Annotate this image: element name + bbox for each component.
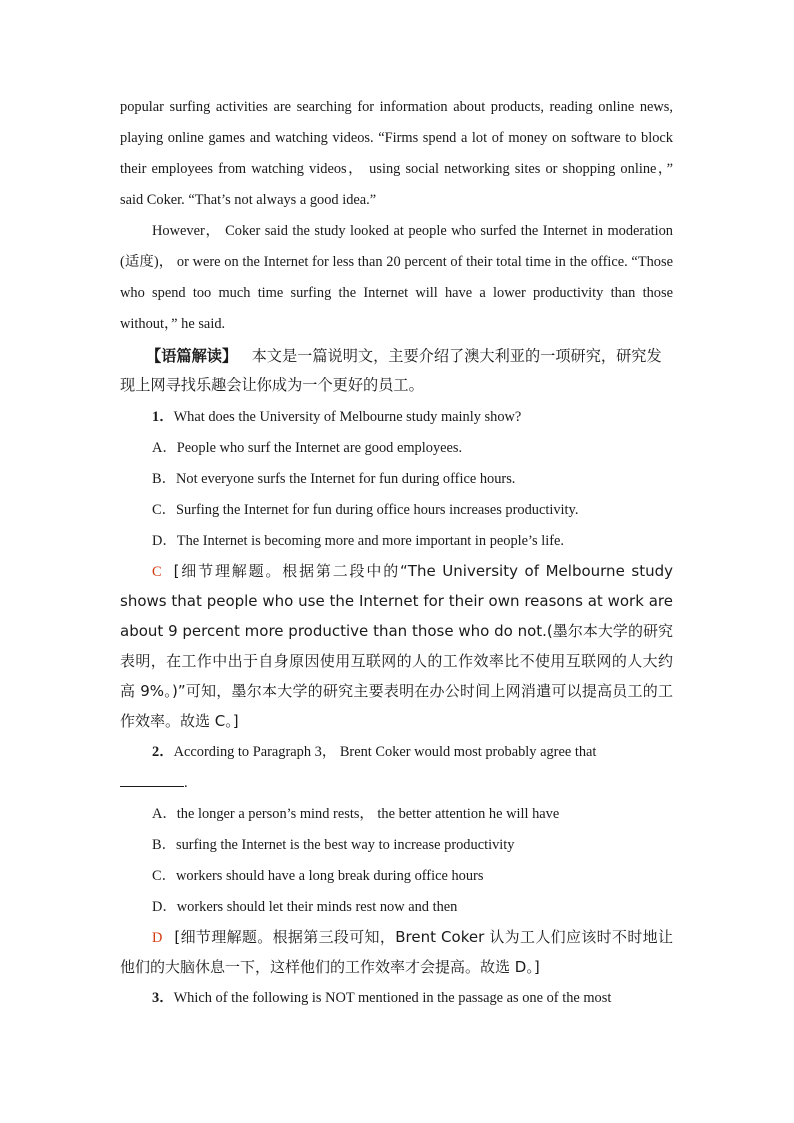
question-3-stem: Which of the following is NOT mentioned in the passage as one of the most [173,990,612,1006]
question-1-answer [120,557,673,737]
question-1-explanation: [细节理解题。根据第二段中的“The University of Melbourne study shows that people who use the Internet for their own reasons at work are about 9 percent more productive than those who do not.(墨尔本大学的研究表明，在工作中出于自身原因使用互联网的人的工作效率比不使用互联网的人大约高 9%。)”可知，墨尔本大学的研究主要表明在办公时间上网消遣可以提高员工的工作效率。故选 C。] [120,562,673,730]
question-3 [120,983,673,1014]
analysis-label: 【语篇解读】 [146,347,238,365]
question-1-answer-letter: C [152,564,162,580]
question-2-option-d: D．workers should let their minds rest now and then [152,899,458,915]
question-2-stem-end: . [184,775,188,791]
question-1 [120,402,673,433]
paragraph-2: However， Coker said the study looked at people who surfed the Internet in moderation (适度)， or were on the Internet for less than 20 percent of their total time in the office. “Those who spend too much time surfing the Internet will have a lower productivity than those without，” he said. [120,223,673,332]
question-2-number: 2． [152,744,174,760]
question-2-answer [120,923,673,983]
answer-blank [120,772,184,787]
question-2-explanation: [细节理解题。根据第三段可知，Brent Coker 认为工人们应该时不时地让他们的大脑休息一下，这样他们的工作效率才会提高。故选 D。] [120,928,673,976]
question-2-option-a: A．the longer a person’s mind rests， the better attention he will have [152,806,560,822]
question-1-stem: What does the University of Melbourne study mainly show? [173,409,522,425]
question-1-option-d: D．The Internet is becoming more and more important in people’s life. [152,533,565,549]
passage-analysis [120,342,673,400]
document-page [120,92,673,1014]
question-2-option-b: B．surfing the Internet is the best way to increase productivity [152,837,515,853]
paragraph-1: popular surfing activities are searching for information about products, reading online news, playing online games and watching videos. “Firms spend a lot of money on software to block their employees from watching videos， using social networking sites or shopping online，” said Coker. “That’s not always a good idea.” [120,99,673,208]
question-1-number: 1． [152,409,174,425]
analysis-text: 本文是一篇说明文，主要介绍了澳大利亚的一项研究，研究发现上网寻找乐趣会让你成为一个更好的员工。 [120,347,662,394]
question-2-stem: According to Paragraph 3， Brent Coker would most probably agree that [173,744,597,760]
question-2 [120,737,673,768]
question-2-blank-line [120,768,673,799]
question-3-number: 3． [152,990,174,1006]
question-2-option-c: C．workers should have a long break during office hours [152,868,484,884]
question-2-answer-letter: D [152,930,163,946]
question-1-option-a: A．People who surf the Internet are good employees. [152,440,463,456]
question-1-option-c: C．Surfing the Internet for fun during office hours increases productivity. [152,502,579,518]
question-1-option-b: B．Not everyone surfs the Internet for fun during office hours. [152,471,516,487]
